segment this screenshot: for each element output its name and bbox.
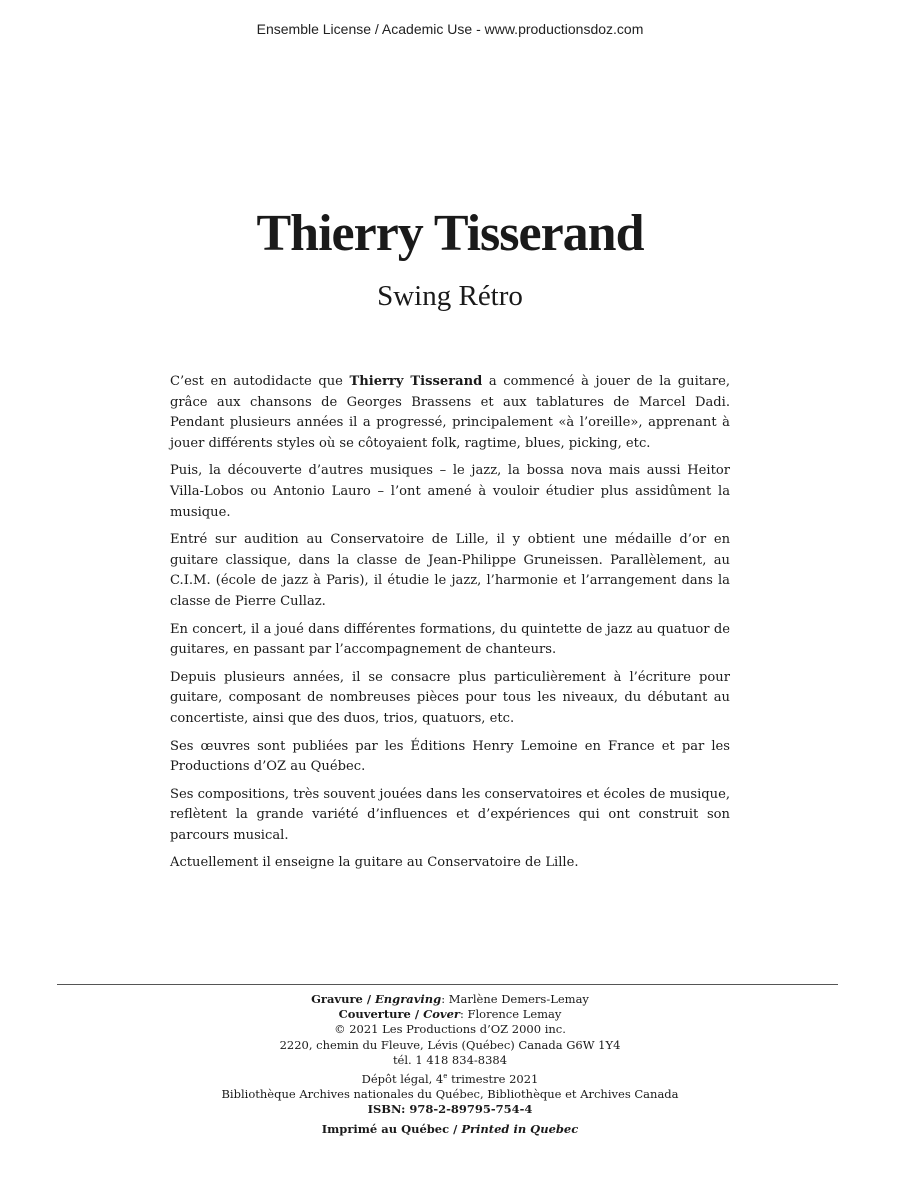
copyright: © 2021 Les Productions d’OZ 2000 inc. xyxy=(334,1022,566,1037)
libraries: Bibliothèque Archives nationales du Québec, Bibliothèque et Archives Canada xyxy=(221,1087,679,1102)
bio-text: C’est en autodidacte que xyxy=(170,374,350,389)
printed-in: Imprimé au Québec / Printed in Quebec xyxy=(321,1121,579,1136)
composer-name-inline: Thierry Tisserand xyxy=(349,374,483,389)
bio-paragraph xyxy=(170,372,730,454)
bio-paragraph: Actuellement il enseigne la guitare au Conservatoire de Lille. xyxy=(170,855,579,871)
biography xyxy=(170,372,730,881)
credits-block xyxy=(0,992,900,1137)
bio-paragraph: Puis, la découverte d’autres musiques – le jazz, la bossa nova mais aussi Heitor Villa-Lobos ou Antonio Lauro – l’ont amené à vouloir étudier plus assidûment la musique. xyxy=(170,463,730,520)
publisher-phone: tél. 1 418 834-8384 xyxy=(392,1052,508,1067)
bio-paragraph: Ses œuvres sont publiées par les Éditions Henry Lemoine en France et par les Productions d’OZ au Québec. xyxy=(170,738,730,775)
composer-name: Thierry Tisserand xyxy=(256,205,644,262)
work-title: Swing Rétro xyxy=(377,280,523,312)
license-header: Ensemble License / Academic Use - www.productionsdoz.com xyxy=(256,21,644,37)
publisher-address: 2220, chemin du Fleuve, Lévis (Québec) Canada G6W 1Y4 xyxy=(279,1037,621,1052)
engraving-credit: Gravure / Engraving: Marlène Demers-Lemay xyxy=(311,992,589,1006)
legal-deposit: Dépôt légal, 4e trimestre 2021 xyxy=(361,1072,539,1087)
bio-paragraph: Ses compositions, très souvent jouées dans les conservatoires et écoles de musique, reflètent la grande variété d’influences et d’expériences qui ont construit son parcours musical. xyxy=(170,786,731,843)
bio-paragraph: Entré sur audition au Conservatoire de Lille, il y obtient une médaille d’or en guitare classique, dans la classe de Jean-Philippe Gruneissen. Parallèlement, au C.I.M. (école de jazz à Paris), il étudie le jazz, l’harmonie et l’arrangement dans la classe de Pierre Cullaz. xyxy=(170,532,730,609)
bio-text: a commencé à jouer de la guitare, grâce aux chansons de Georges Brassens et aux tablatures de Marcel Dadi. Pendant plusieurs années il a progressé, principalement «à l’oreille», apprenant à jouer différents styles où se côtoyaient folk, ragtime, blues, picking, etc. xyxy=(170,374,731,451)
isbn: ISBN: 978-2-89795-754-4 xyxy=(367,1102,533,1117)
divider xyxy=(57,984,838,985)
bio-paragraph: En concert, il a joué dans différentes formations, du quintette de jazz au quatuor de guitares, en passant par l’accompagnement de chanteurs. xyxy=(170,621,730,658)
bio-paragraph: Depuis plusieurs années, il se consacre plus particulièrement à l’écriture pour guitare, composant de nombreuses pièces pour tous les niveaux, du débutant au concertiste, ainsi que des duos, trios, quatuors, etc. xyxy=(170,669,730,726)
cover-credit: Couverture / Cover: Florence Lemay xyxy=(338,1007,562,1022)
